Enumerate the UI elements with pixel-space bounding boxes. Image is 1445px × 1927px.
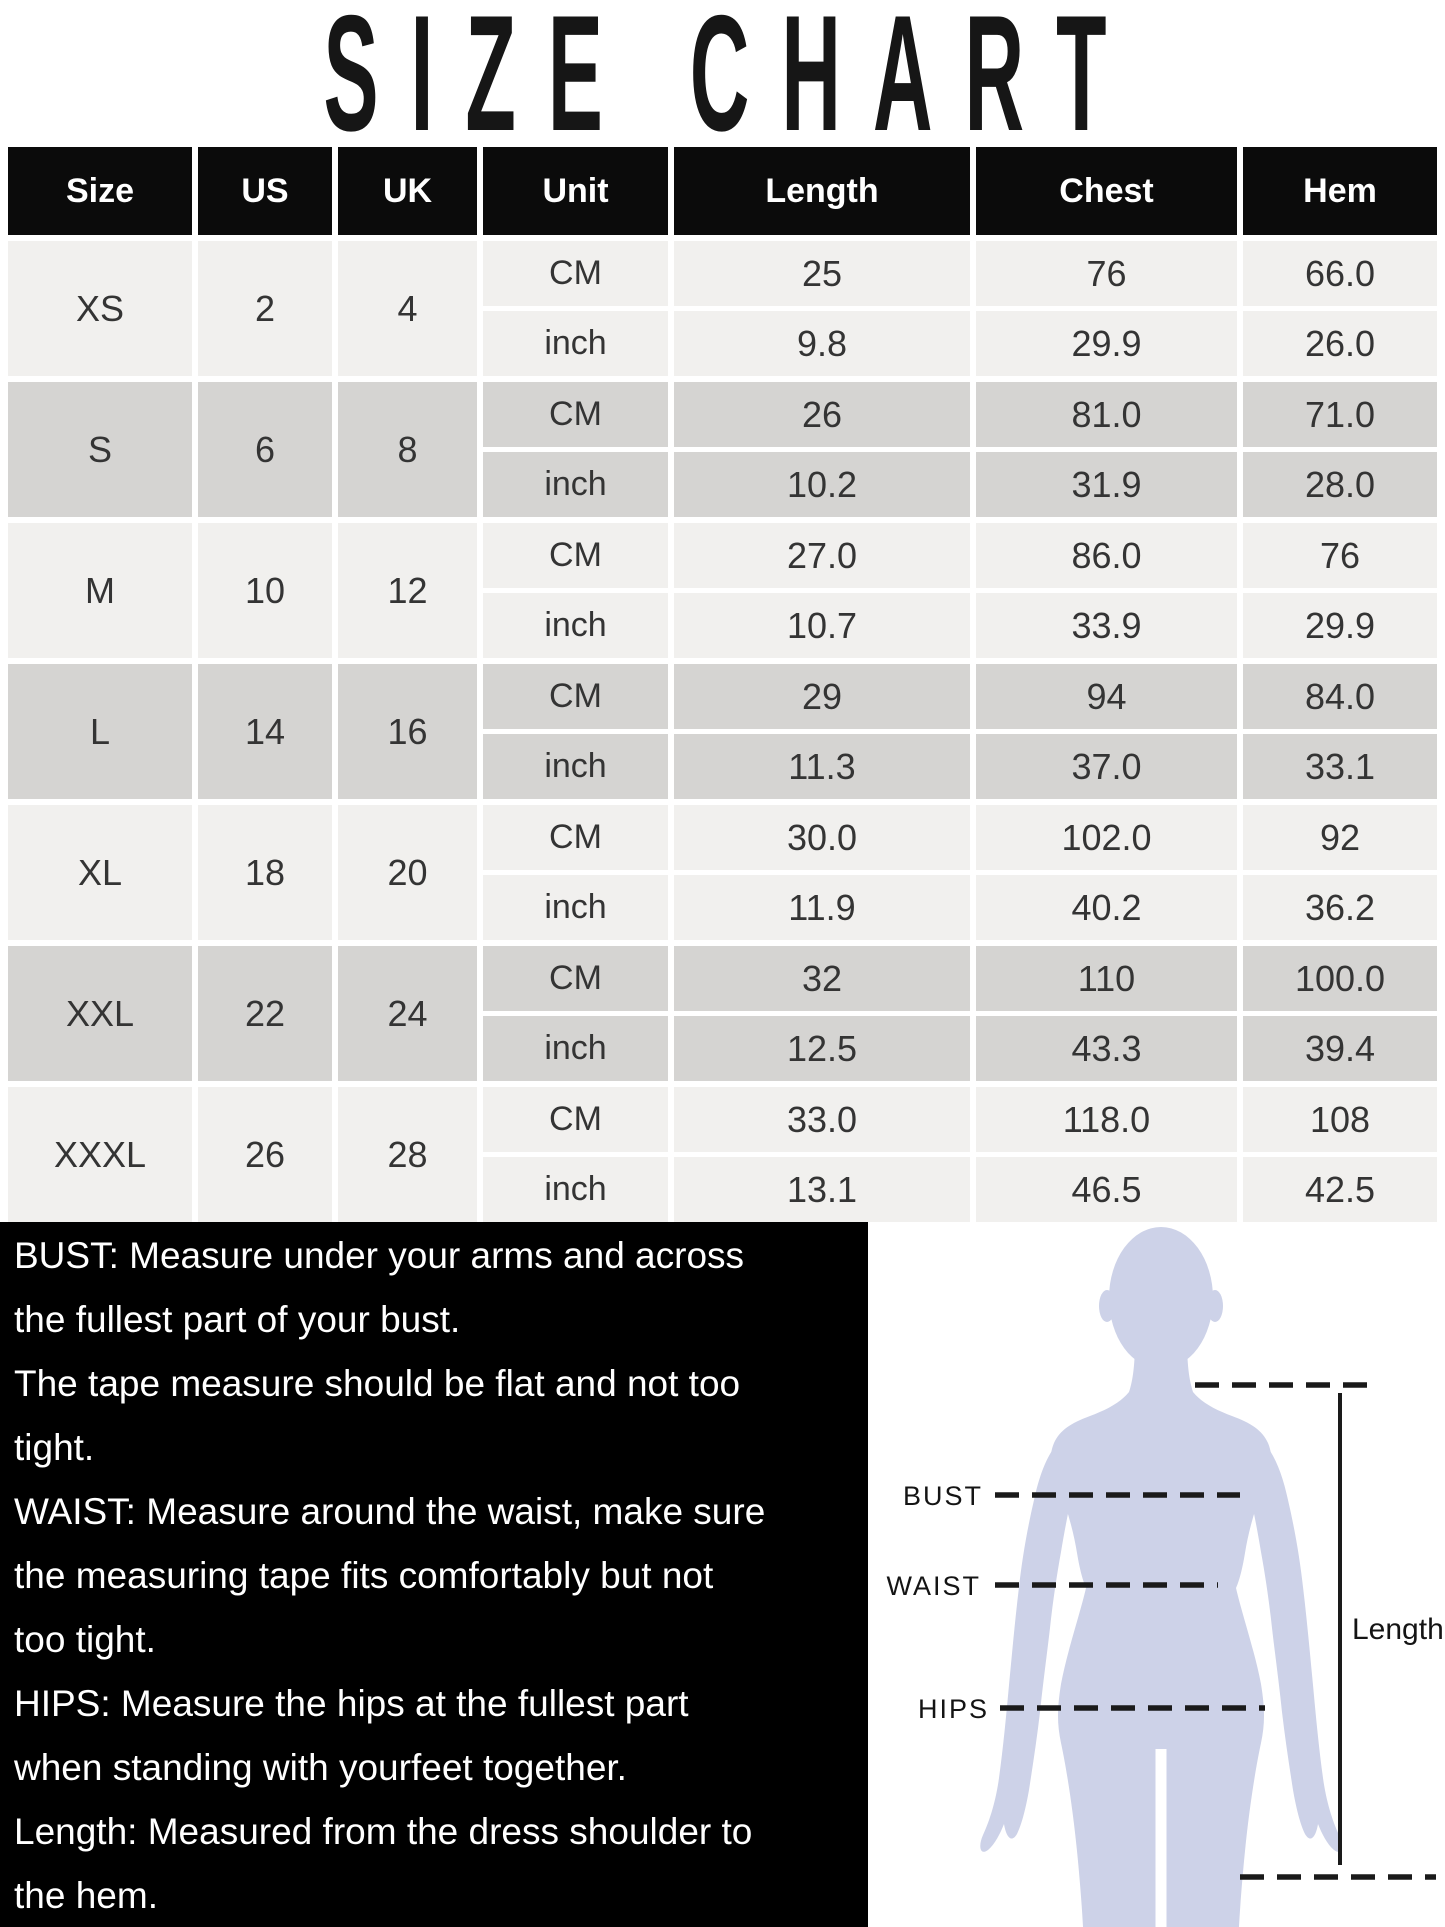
note-line: tight.	[14, 1427, 95, 1468]
bottom-section	[0, 1222, 1445, 1927]
uk-cell: 4	[338, 241, 477, 376]
uk-cell: 24	[338, 946, 477, 1081]
page-title: SIZE CHART	[323, 0, 1138, 147]
size-cell: XXXL	[8, 1087, 192, 1222]
unit-cell: CM	[483, 241, 668, 306]
unit-cell: inch	[483, 1157, 668, 1222]
unit-cell: CM	[483, 946, 668, 1011]
size-cell: L	[8, 664, 192, 799]
length-cell: 25	[674, 241, 970, 306]
length-cell: 33.0	[674, 1087, 970, 1152]
note-line: HIPS: Measure the hips at the fullest part	[14, 1683, 689, 1724]
length-cell: 13.1	[674, 1157, 970, 1222]
length-cell: 27.0	[674, 523, 970, 588]
note-line: BUST: Measure under your arms and across	[14, 1235, 745, 1276]
note-line: WAIST: Measure around the waist, make sure	[14, 1491, 766, 1532]
unit-cell: inch	[483, 1016, 668, 1081]
length-cell: 26	[674, 382, 970, 447]
header-cell-us: US	[198, 147, 332, 235]
note-line: too tight.	[14, 1619, 156, 1660]
hem-cell: 33.1	[1243, 734, 1437, 799]
chest-cell: 40.2	[976, 875, 1237, 940]
unit-cell: inch	[483, 311, 668, 376]
hem-cell: 84.0	[1243, 664, 1437, 729]
hem-cell: 108	[1243, 1087, 1437, 1152]
uk-cell: 20	[338, 805, 477, 940]
length-cell: 11.3	[674, 734, 970, 799]
body-figure-area	[868, 1222, 1445, 1927]
header-cell-uk: UK	[338, 147, 477, 235]
chest-cell: 94	[976, 664, 1237, 729]
page-title-area	[0, 0, 1445, 147]
chest-cell: 46.5	[976, 1157, 1237, 1222]
hem-cell: 42.5	[1243, 1157, 1437, 1222]
us-cell: 10	[198, 523, 332, 658]
length-cell: 29	[674, 664, 970, 729]
unit-cell: CM	[483, 1087, 668, 1152]
hem-cell: 100.0	[1243, 946, 1437, 1011]
length-cell: 30.0	[674, 805, 970, 870]
length-cell: 10.7	[674, 593, 970, 658]
hips-label: HIPS	[917, 1694, 989, 1724]
measurement-notes	[0, 1222, 868, 1927]
size-group-m	[8, 523, 1437, 658]
table-header-row	[8, 147, 1437, 235]
us-cell: 26	[198, 1087, 332, 1222]
uk-cell: 28	[338, 1087, 477, 1222]
chest-cell: 76	[976, 241, 1237, 306]
size-group-xl	[8, 805, 1437, 940]
unit-cell: CM	[483, 805, 668, 870]
uk-cell: 12	[338, 523, 477, 658]
unit-cell: inch	[483, 452, 668, 517]
size-group-s	[8, 382, 1437, 517]
note-line: the hem.	[14, 1875, 158, 1916]
unit-cell: CM	[483, 523, 668, 588]
unit-cell: CM	[483, 664, 668, 729]
header-cell-hem: Hem	[1243, 147, 1437, 235]
body-measurement-diagram	[868, 1222, 1445, 1927]
chest-cell: 86.0	[976, 523, 1237, 588]
note-line: when standing with yourfeet together.	[14, 1747, 627, 1788]
bust-label: BUST	[902, 1481, 983, 1511]
uk-cell: 16	[338, 664, 477, 799]
hem-cell: 66.0	[1243, 241, 1437, 306]
header-cell-chest: Chest	[976, 147, 1237, 235]
size-cell: XXL	[8, 946, 192, 1081]
hem-cell: 39.4	[1243, 1016, 1437, 1081]
note-line: The tape measure should be flat and not too	[14, 1363, 741, 1404]
length-cell: 10.2	[674, 452, 970, 517]
hem-cell: 92	[1243, 805, 1437, 870]
length-cell: 9.8	[674, 311, 970, 376]
table-body	[8, 241, 1437, 1222]
chest-cell: 118.0	[976, 1087, 1237, 1152]
size-cell: M	[8, 523, 192, 658]
chest-cell: 33.9	[976, 593, 1237, 658]
length-cell: 32	[674, 946, 970, 1011]
unit-cell: CM	[483, 382, 668, 447]
chest-cell: 110	[976, 946, 1237, 1011]
size-group-xs	[8, 241, 1437, 376]
length-label: Length	[1352, 1613, 1444, 1646]
note-line: the measuring tape fits comfortably but not	[14, 1555, 714, 1596]
chest-cell: 43.3	[976, 1016, 1237, 1081]
hem-cell: 71.0	[1243, 382, 1437, 447]
hem-cell: 36.2	[1243, 875, 1437, 940]
chest-cell: 102.0	[976, 805, 1237, 870]
note-line: Length: Measured from the dress shoulder to	[14, 1811, 753, 1852]
size-group-xxxl	[8, 1087, 1437, 1222]
header-cell-length: Length	[674, 147, 970, 235]
size-group-xxl	[8, 946, 1437, 1081]
us-cell: 2	[198, 241, 332, 376]
chest-cell: 31.9	[976, 452, 1237, 517]
us-cell: 22	[198, 946, 332, 1081]
header-cell-unit: Unit	[483, 147, 668, 235]
hem-cell: 28.0	[1243, 452, 1437, 517]
hem-cell: 76	[1243, 523, 1437, 588]
us-cell: 6	[198, 382, 332, 517]
unit-cell: inch	[483, 593, 668, 658]
length-cell: 11.9	[674, 875, 970, 940]
size-group-l	[8, 664, 1437, 799]
size-cell: XL	[8, 805, 192, 940]
size-cell: XS	[8, 241, 192, 376]
size-cell: S	[8, 382, 192, 517]
chest-cell: 81.0	[976, 382, 1237, 447]
unit-cell: inch	[483, 875, 668, 940]
unit-cell: inch	[483, 734, 668, 799]
note-line: the fullest part of your bust.	[14, 1299, 461, 1340]
us-cell: 14	[198, 664, 332, 799]
chest-cell: 29.9	[976, 311, 1237, 376]
waist-label: WAIST	[886, 1571, 981, 1601]
us-cell: 18	[198, 805, 332, 940]
header-cell-size: Size	[8, 147, 192, 235]
size-table	[8, 147, 1437, 1222]
uk-cell: 8	[338, 382, 477, 517]
chest-cell: 37.0	[976, 734, 1237, 799]
length-cell: 12.5	[674, 1016, 970, 1081]
hem-cell: 29.9	[1243, 593, 1437, 658]
hem-cell: 26.0	[1243, 311, 1437, 376]
